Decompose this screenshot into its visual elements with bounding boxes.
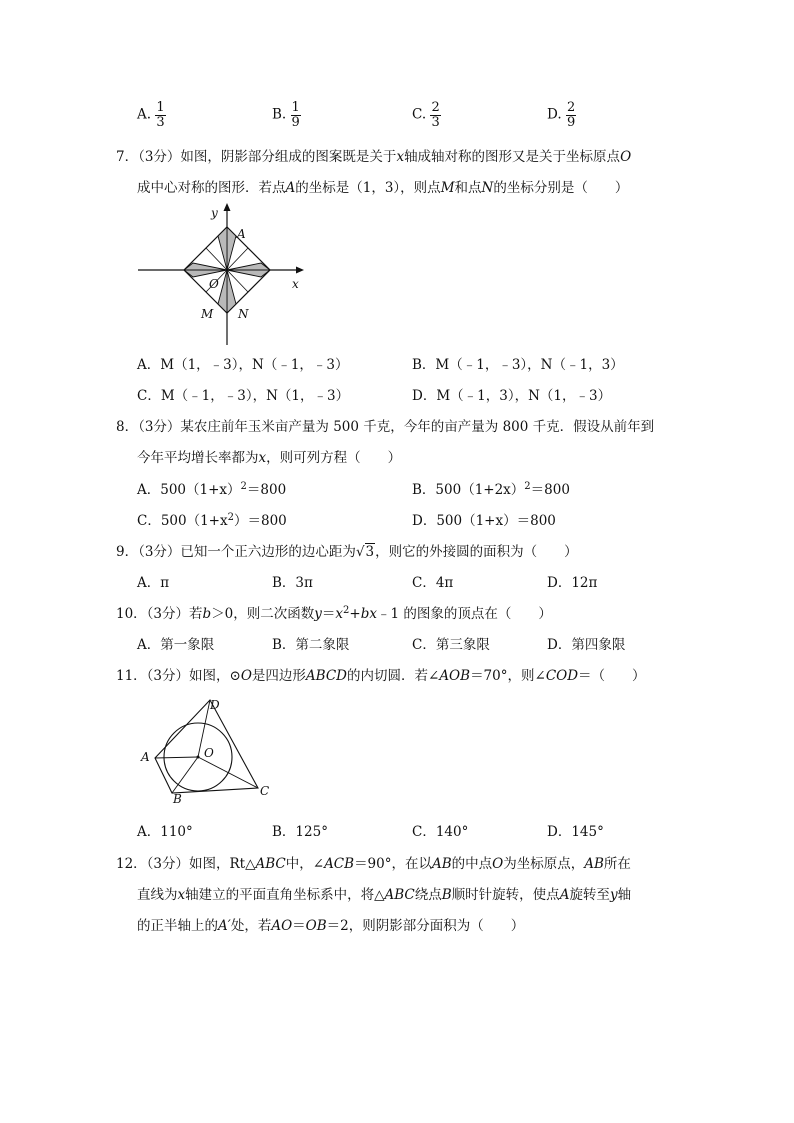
q7-stem-line2: 成中心对称的图形．若点A的坐标是（1，3），则点M和点N的坐标分别是（ ）: [137, 180, 629, 196]
q9-option-a: A．π: [137, 575, 170, 591]
q12-stem-line1: 12．（3分）如图，Rt△ABC中，∠ACB＝90°，在以AB的中点O为坐标原点，AB所在: [116, 856, 631, 872]
fraction: $\frac{1}{3}$: [156, 100, 165, 130]
q7-option-a: A．M（1，﹣3），N（﹣1，﹣3）: [137, 357, 349, 373]
q8-option-d: D．500（1+x）＝800: [412, 513, 556, 529]
sqrt-radical: √3: [355, 544, 375, 560]
q6-option-b: B. $\frac{1}{9}$: [272, 100, 300, 130]
q8-option-b: B．$500(1+2x)^2=800$: [412, 481, 570, 498]
q9-option-c: C．4π: [412, 575, 454, 591]
q10-stem: 10．（3分）若b＞0，则二次函数$y=x^2+bx﹣1$ 的图象的顶点在（ ）: [116, 605, 552, 622]
q8-option-c: C．$500(1+x^2)=800$: [137, 512, 287, 529]
label-O: O: [204, 746, 214, 760]
q7-stem-line1: 7．（3分）如图，阴影部分组成的图案既是关于x轴成轴对称的图形又是关于坐标原点O: [116, 149, 632, 165]
label-N: N: [238, 307, 249, 321]
q12-stem-line2: 直线为x轴建立的平面直角坐标系中，将△ABC绕点B顺时针旋转，使点A旋转至y轴: [137, 887, 632, 903]
label-x: x: [292, 277, 299, 291]
q11-option-c: C．140°: [412, 824, 469, 840]
q11-option-a: A．110°: [137, 824, 193, 840]
q12-stem-line3: 的正半轴上的A′处，若AO＝OB＝2，则阴影部分面积为（ ）: [137, 918, 525, 934]
label-M: M: [201, 307, 214, 321]
q10-option-a: A．第一象限: [137, 637, 215, 653]
fraction: $\frac{1}{9}$: [291, 100, 300, 130]
q9-stem: 9．（3分）已知一个正六边形的边心距为√3，则它的外接圆的面积为（ ）: [116, 544, 578, 560]
q8-stem-line2: 今年平均增长率都为x，则可列方程（ ）: [137, 450, 402, 466]
q8-stem-line1: 8．（3分）某农庄前年玉米亩产量为 500 千克，今年的亩产量为 800 千克．假设从前年到: [116, 419, 655, 435]
label-D: D: [210, 698, 220, 712]
q9-option-b: B．3π: [272, 575, 313, 591]
q6-option-c: C. $\frac{2}{3}$: [412, 100, 440, 130]
label-B: B: [173, 792, 182, 806]
label-A: A: [141, 750, 150, 764]
label-y: y: [211, 206, 218, 220]
q6-option-a: A. $\frac{1}{3}$: [137, 100, 165, 130]
q11-option-b: B．125°: [272, 824, 328, 840]
q6-option-d: D. $\frac{2}{9}$: [547, 100, 576, 130]
q7-option-c: C．M（﹣1，﹣3），N（1，﹣3）: [137, 388, 350, 404]
label-A: A: [237, 227, 246, 241]
q9-option-d: D．12π: [547, 575, 598, 591]
center-point: [197, 756, 200, 759]
q10-option-c: C．第三象限: [412, 637, 490, 653]
fraction: $\frac{2}{3}$: [431, 100, 440, 130]
q10-option-b: B．第二象限: [272, 637, 350, 653]
fraction: $\frac{2}{9}$: [566, 100, 576, 130]
q7-option-b: B．M（﹣1，﹣3），N（﹣1，3）: [412, 357, 624, 373]
q11-option-d: D．145°: [547, 824, 604, 840]
q8-option-a: A．$500(1+x)^2=800$: [137, 481, 287, 498]
q11-stem: 11．（3分）如图，⊙O是四边形ABCD的内切圆．若∠AOB＝70°，则∠COD＝（ ）: [116, 668, 646, 684]
q10-option-d: D．第四象限: [547, 637, 626, 653]
label-O: O: [209, 277, 219, 291]
label-C: C: [260, 784, 270, 798]
q7-option-d: D．M（﹣1，3），N（1，﹣3）: [412, 388, 612, 404]
